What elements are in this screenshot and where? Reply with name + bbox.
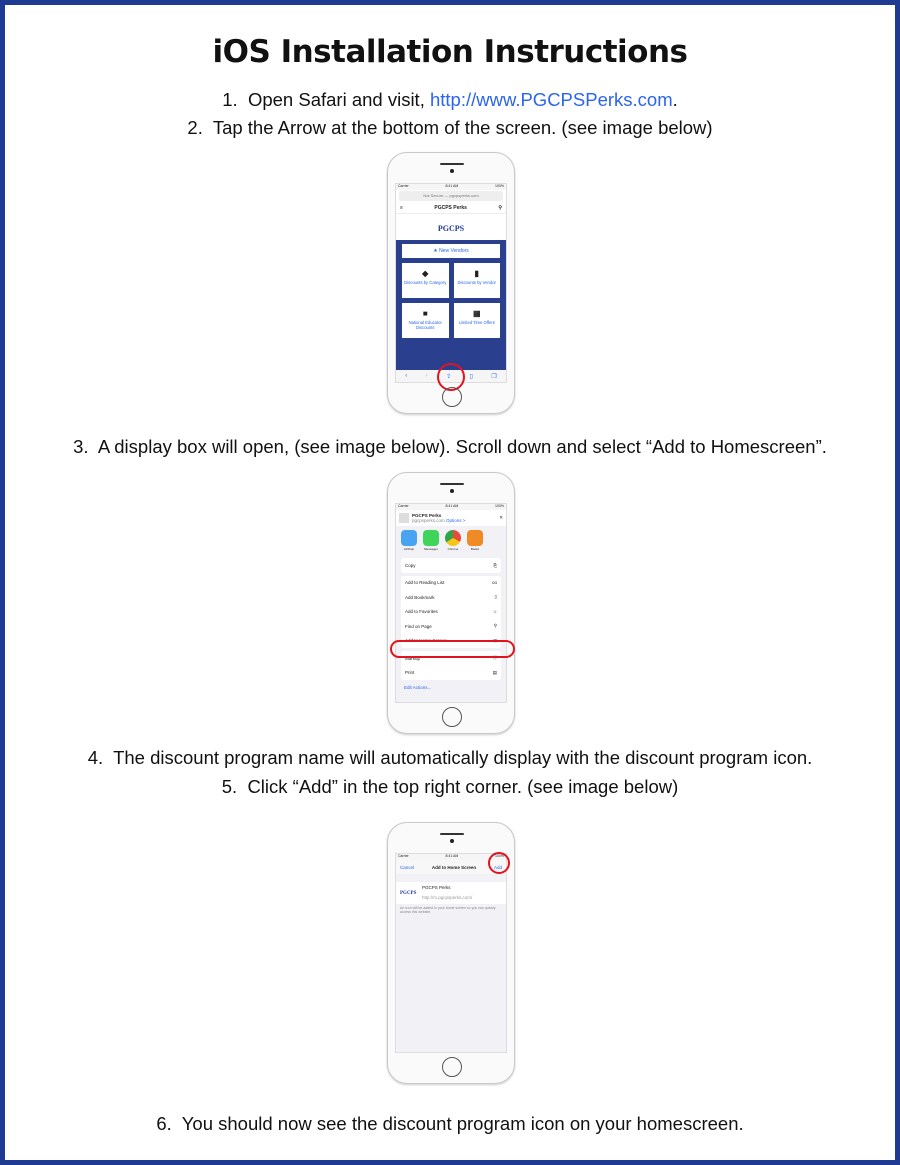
share-apps: AirDrop Messages Chrome Books [396,526,506,555]
bookmarks-icon: ▯ [469,373,473,380]
home-button [442,387,462,407]
share-header: PGCPS Perks pgcpsperks.com Options > ✕ [396,510,506,526]
status-bar: Carrier 8:41 AM 100% [398,184,504,188]
share-action: Find on Page ⚲ [405,623,497,629]
speaker [440,163,464,165]
phone-safari-screenshot [387,152,515,414]
site-nav: ≡ PGCPS Perks ⚲ [396,202,506,214]
share-action: Add to Reading List oo [405,580,497,586]
tile: ■ National Educator Discounts [402,303,449,338]
tabs-icon: ❐ [491,373,497,380]
step-5: 5. Click “Add” in the top right corner. (see image below) [221,776,679,797]
forward-icon: › [425,373,428,379]
search-icon: ⚲ [498,204,502,211]
new-vendors-button: ★ New Vendors [402,244,500,258]
phone-share-sheet-screenshot: Carrier 8:41 AM 100% PGCPS Perks pgcpsperks.com Options > ✕ AirDrop Messages Chrome Books Copy ⎘ Add to Reading List oo Add Bookmark ▯ Add to Favorites ☆ Find on Page ⚲ Add to Home Screen ⊞ Markup Ⓐ Print ▤ Edit Actions... [387,472,515,734]
step-2: 2. Tap the Arrow at the bottom of the screen. (see image below) [187,117,713,138]
share-action: Markup Ⓐ [405,655,497,661]
back-icon: ‹ [405,373,408,379]
highlight-circle [488,852,510,874]
tile: ▮ Discounts by Vendor [454,263,501,298]
camera [450,169,454,173]
perks-link[interactable]: http://www.PGCPSPerks.com [429,89,673,110]
highlight-oval [390,640,515,658]
page-title: iOS Installation Instructions [212,34,688,70]
share-action: Print ▤ [405,669,497,676]
tile: ◆ Discounts by Category [402,263,449,298]
tile: ▦ Limited Time Offers [454,303,501,338]
add-to-home-screen-action: Add to Home Screen ⊞ [405,637,497,644]
share-icon: ⇪ [446,373,452,380]
add-home-nav: Cancel Add to Home Screen Add [396,860,506,874]
share-action: Add Bookmark ▯ [405,594,497,600]
step-4: 4. The discount program name will automatically display with the discount program icon. [87,747,813,768]
menu-icon: ≡ [400,204,403,211]
copy-action: Copy ⎘ [405,562,497,568]
step-1: 1. Open Safari and visit, http://www.PGCPSPerks.com. [222,89,678,110]
pgcps-logo: PGCPS [437,224,465,233]
step-6: 6. You should now see the discount program icon on your homescreen. [156,1113,744,1134]
address-bar: Not Secure — pgcpsperks.com [399,191,503,201]
share-action: Add to Favorites ☆ [405,608,497,615]
phone-add-home-screenshot: Carrier 8:41 AM 100% Cancel Add to Home Screen Add PGCPS PGCPS Perks http://m.pgcpsperks.com/ An icon will be added to your home screen so you can quickly access this website. [387,822,515,1084]
close-icon: ✕ [499,515,503,520]
step-3: 3. A display box will open, (see image below). Scroll down and select “Add to Homescreen”. [73,436,827,457]
